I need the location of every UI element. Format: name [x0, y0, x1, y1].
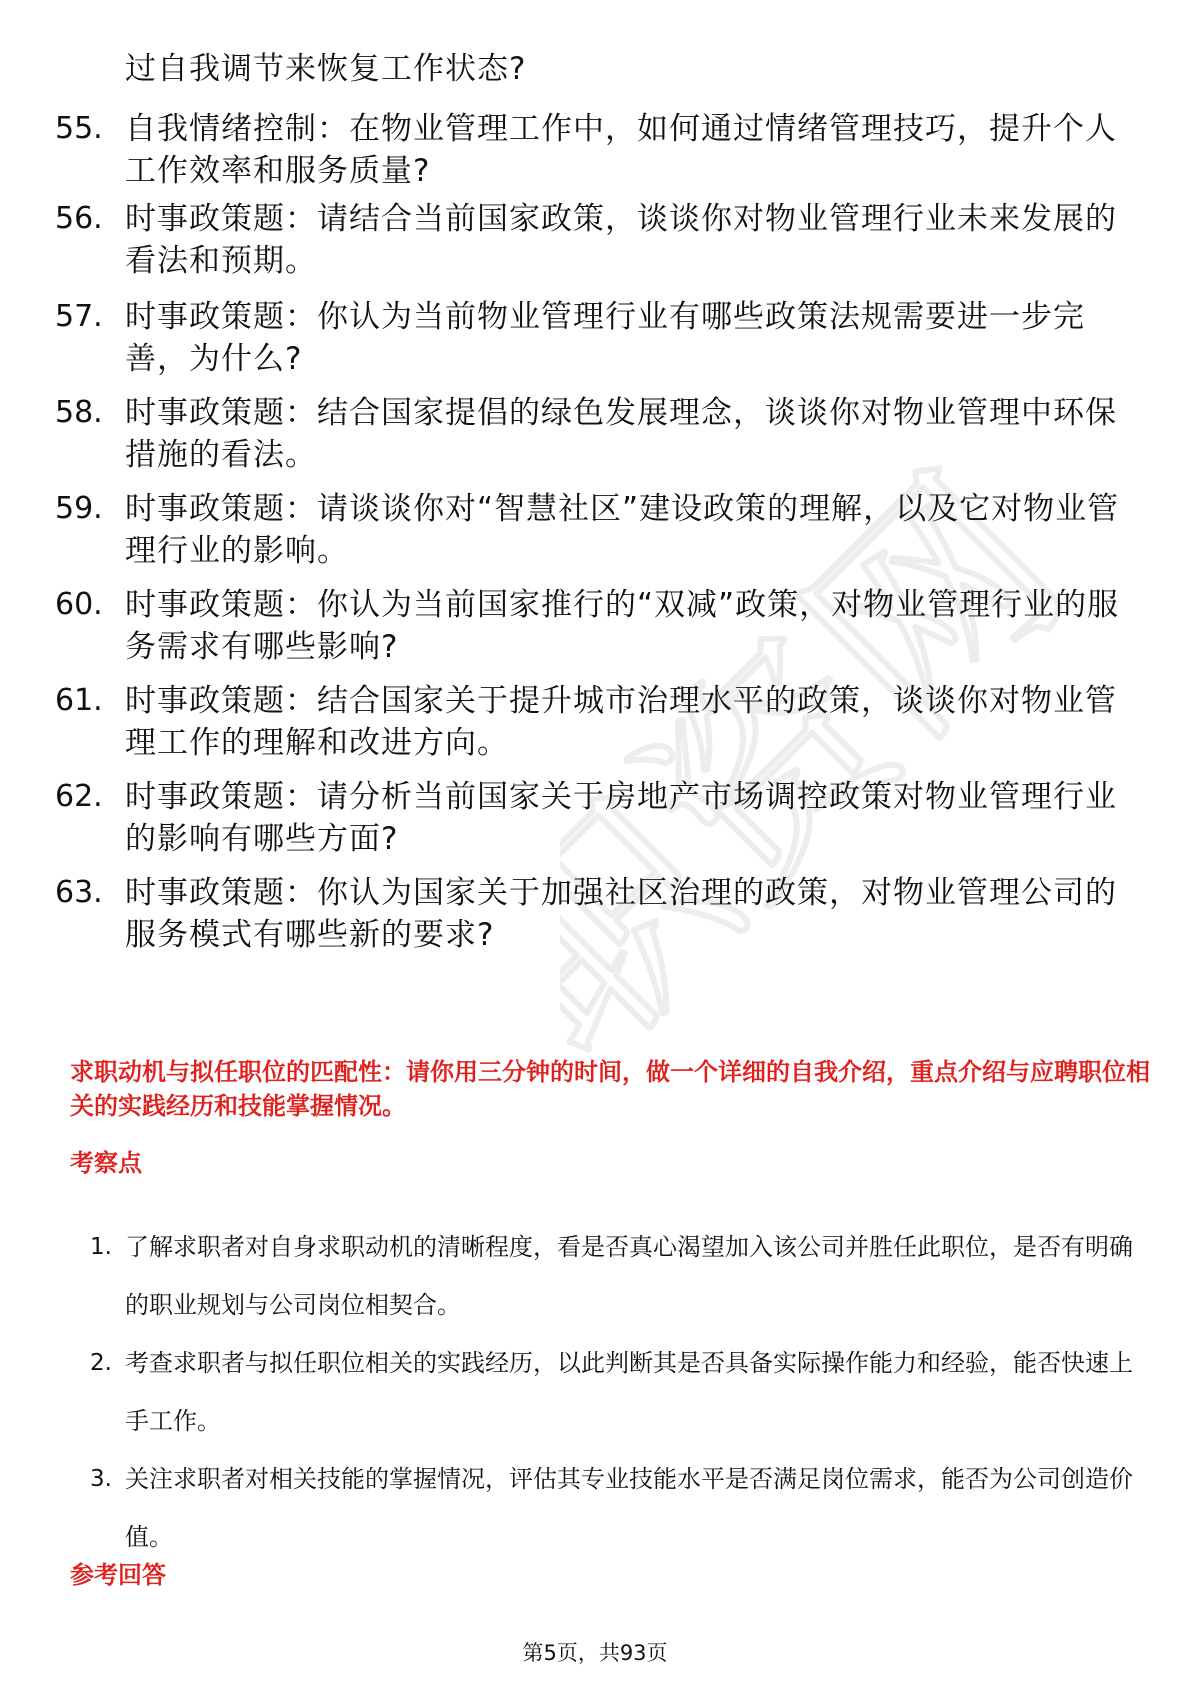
question-text: 时事政策题：你认为国家关于加强社区治理的政策，对物业管理公司的服务模式有哪些新的要求?	[125, 875, 1117, 953]
question-number: 61.	[55, 683, 103, 718]
point-text: 关注求职者对相关技能的掌握情况，评估其专业技能水平是否满足岗位需求，能否为公司创造价值。	[125, 1465, 1133, 1551]
question-number: 62.	[55, 779, 103, 814]
question-text: 时事政策题：你认为当前物业管理行业有哪些政策法规需要进一步完善，为什么?	[125, 299, 1085, 377]
point-text: 考查求职者与拟任职位相关的实践经历，以此判断其是否具备实际操作能力和经验，能否快速上手工作。	[125, 1349, 1133, 1435]
question-number: 55.	[55, 111, 103, 146]
points-title: 考察点	[70, 1149, 142, 1177]
point-number: 3.	[90, 1466, 112, 1492]
question-number: 58.	[55, 395, 103, 430]
answer-title: 参考回答	[70, 1561, 166, 1589]
question-text: 时事政策题：请结合当前国家政策，谈谈你对物业管理行业未来发展的看法和预期。	[125, 201, 1117, 279]
question-number: 59.	[55, 491, 103, 526]
question-number: 63.	[55, 875, 103, 910]
point-number: 2.	[90, 1350, 112, 1376]
watermark-text: 职资网	[560, 430, 1112, 1108]
question-number: 57.	[55, 299, 103, 334]
question-text: 自我情绪控制：在物业管理工作中，如何通过情绪管理技巧，提升个人工作效率和服务质量?	[125, 111, 1117, 189]
highlight-question: 求职动机与拟任职位的匹配性：请你用三分钟的时间，做一个详细的自我介绍，重点介绍与应聘职位相关的实践经历和技能掌握情况。	[70, 1058, 1150, 1120]
question-number: 60.	[55, 587, 103, 622]
question-text: 时事政策题：请分析当前国家关于房地产市场调控政策对物业管理行业的影响有哪些方面?	[125, 779, 1117, 857]
question-continuation-text: 过自我调节来恢复工作状态?	[125, 51, 527, 87]
page-footer: 第5页，共93页	[522, 1641, 668, 1665]
question-text: 时事政策题：结合国家提倡的绿色发展理念，谈谈你对物业管理中环保措施的看法。	[125, 395, 1117, 473]
point-number: 1.	[90, 1234, 112, 1260]
question-text: 时事政策题：你认为当前国家推行的“双减”政策，对物业管理行业的服务需求有哪些影响?	[125, 587, 1120, 665]
point-text: 了解求职者对自身求职动机的清晰程度，看是否真心渴望加入该公司并胜任此职位，是否有明确的职业规划与公司岗位相契合。	[125, 1233, 1133, 1319]
question-text: 时事政策题：请谈谈你对“智慧社区”建设政策的理解，以及它对物业管理行业的影响。	[125, 491, 1120, 569]
question-text: 时事政策题：结合国家关于提升城市治理水平的政策，谈谈你对物业管理工作的理解和改进方向。	[125, 683, 1117, 761]
question-number: 56.	[55, 201, 103, 236]
